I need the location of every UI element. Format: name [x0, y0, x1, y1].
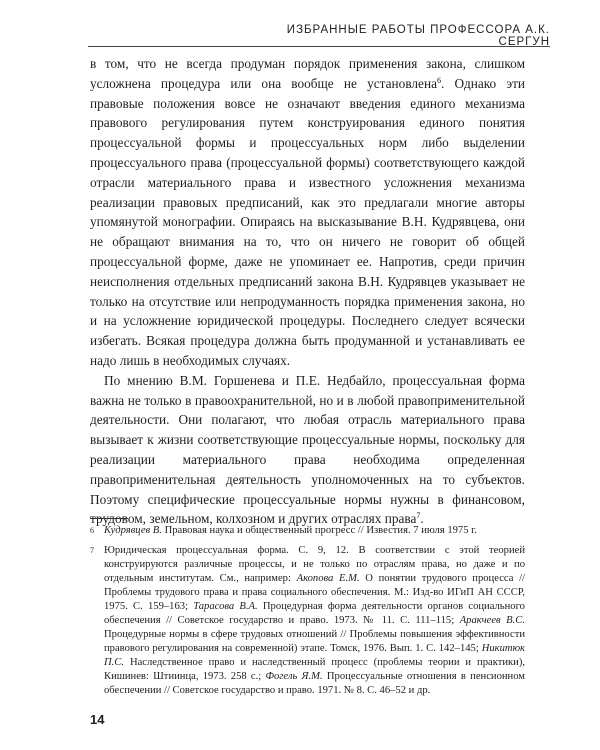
- paragraph-1-text: в том, что не всегда продуман порядок применения закона, слишком усложнена процедура или она вообще не установлена: [90, 56, 525, 91]
- footnote-7-seg-4: Процедурная форма деятельности органов социального обеспечения // Советское государство и право. 1973. № 11. С. 111–115;: [104, 601, 525, 626]
- footnote-7-text: [104, 545, 525, 696]
- footnote-ref-7[interactable]: 7: [416, 511, 421, 521]
- footnote-7-seg-10: Процессуальные отношения в пенсионном обеспечении // Советское государство и право. 1971. № 8. С. 46–52 и др.: [104, 671, 526, 696]
- footnote-7-author-fogel: Фогель Я.М.: [265, 671, 323, 682]
- footnote-7-seg-0: Юридическая процессуальная форма. С. 9, 12. В соответствии с этой теорией конструируются различные процессы, и не только по отраслям права, но даже и по отдельным институтам. См., например:: [104, 545, 525, 584]
- footnote-7-author-nikityuk: Никитюк П.С.: [104, 643, 525, 668]
- footnote-7-author-tarasova: Тарасова В.А.: [193, 601, 258, 612]
- footnote-6-body: Правовая наука и общественный прогресс // Известия. 7 июля 1975 г.: [161, 525, 477, 536]
- footnotes: [90, 524, 525, 704]
- footnote-ref-6[interactable]: 6: [436, 75, 441, 85]
- paragraph-1: [90, 54, 525, 371]
- footnote-7-author-akopova: Акопова Е.М.: [296, 573, 360, 584]
- main-text: [90, 54, 525, 529]
- paragraph-2-text: По мнению В.М. Горшенева и П.Е. Недбайло, процессуальная форма важна не только в правоохранительной, но и в любой правоприменительной деятельности. Они полагают, что любая отрасль материального права вызывает к жизни соответствующие процессуальные нормы, поскольку для реализации материального права необходима определенная правоприменительная деятельность уполномоченных на то субъектов. Поэтому специфические процессуальные нормы нужны в финансовом, трудовом, земельном, колхозном и других отраслях права: [90, 372, 525, 527]
- header-rule: [88, 46, 550, 47]
- footnote-7-seg-2: О понятии трудового процесса // Проблемы трудового права и права социального обеспечения. М.: Изд-во ИГиП АН СССР, 1975. С. 159–163;: [104, 573, 525, 612]
- footnote-6-author: Кудрявцев В.: [104, 525, 162, 536]
- paragraph-2-text-end: .: [420, 511, 424, 527]
- footnote-7-mark: 7: [90, 546, 94, 555]
- footnote-6-text: [104, 525, 477, 536]
- page-number: 14: [90, 712, 105, 727]
- running-title: ИЗБРАННЫЕ РАБОТЫ ПРОФЕССОРА А.К. СЕРГУН: [286, 24, 550, 48]
- paragraph-1-text-cont: . Однако эти правовые положения вовсе не означают введения единого механизма правового регулирования путем конструирования единого понятия процессуальной формы и процессуальных норм либо выделении процессуального права (процессуальной формы) соответствующего каждой отрасли материального права и известного усложнения механизма реализации правовых предписаний, как это предлагали многие авторы упомянутой монографии. Опираясь на высказывание В.Н. Кудрявцева, они не обращают внимания на то, что он ничего не говорит об общей процессуальной форме, даже не упоминает ее. Напротив, среди причин неисполнения отдельных предписаний закона В.Н. Кудрявцев указывает не только на отсутствие или непродуманность порядка применения закона, но и на усложнение юридической процедуры. Последнего следует всячески избегать. Всякая процедура должна быть продуманной и устанавливать ее надо лишь в необходимых случаях.: [90, 75, 525, 368]
- paragraph-2: [90, 371, 525, 529]
- footnote-6: [90, 524, 525, 538]
- footnote-7: [90, 544, 525, 698]
- footnote-7-seg-6: Процедурные нормы в сфере трудовых отношений // Проблемы повышения эффективности правового регулирования на современной) этапе. Томск, 1976. Вып. 1. С. 142–145;: [104, 629, 525, 654]
- footnote-7-author-arakcheev: Аракчеев В.С.: [459, 615, 525, 626]
- footnote-7-seg-8: Наследственное право и наследственный процесс (проблемы теории и практики), Кишинев: Штиинца, 1973. 258 с.;: [104, 657, 525, 682]
- footnote-separator: [90, 518, 128, 519]
- footnote-6-mark: 6: [90, 526, 94, 535]
